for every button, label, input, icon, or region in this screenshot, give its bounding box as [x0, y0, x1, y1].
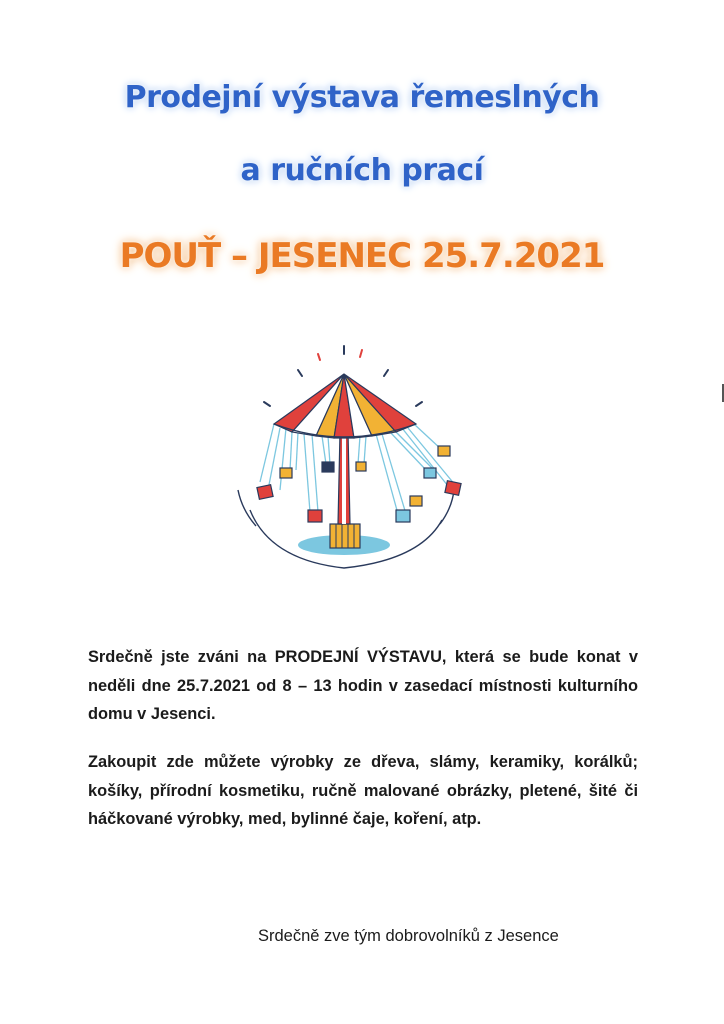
title-line-2: a ručních prací [240, 153, 484, 188]
invitation-paragraph: Srdečně jste zváni na PRODEJNÍ VÝSTAVU, která se bude konat v neděli dne 25.7.2021 od 8 – 13 hodin v zasedací místnosti kulturního domu v Jesenci. [88, 648, 638, 723]
event-heading: POUŤ – JESENEC 25.7.2021 [119, 236, 605, 276]
products-paragraph: Zakoupit zde můžete výrobky ze dřeva, slámy, keramiky, korálků; košíky, přírodní kosmetiku, ručně malované obrázky, pletené, šité či háčkované výrobky, med, bylinné čaje, koření, atp. [88, 753, 638, 828]
carousel-swing-ride-icon [230, 340, 500, 595]
signature-line: Srdečně zve tým dobrovolníků z Jesence [258, 927, 559, 945]
title-line-1: Prodejní výstava řemeslných [124, 80, 600, 115]
